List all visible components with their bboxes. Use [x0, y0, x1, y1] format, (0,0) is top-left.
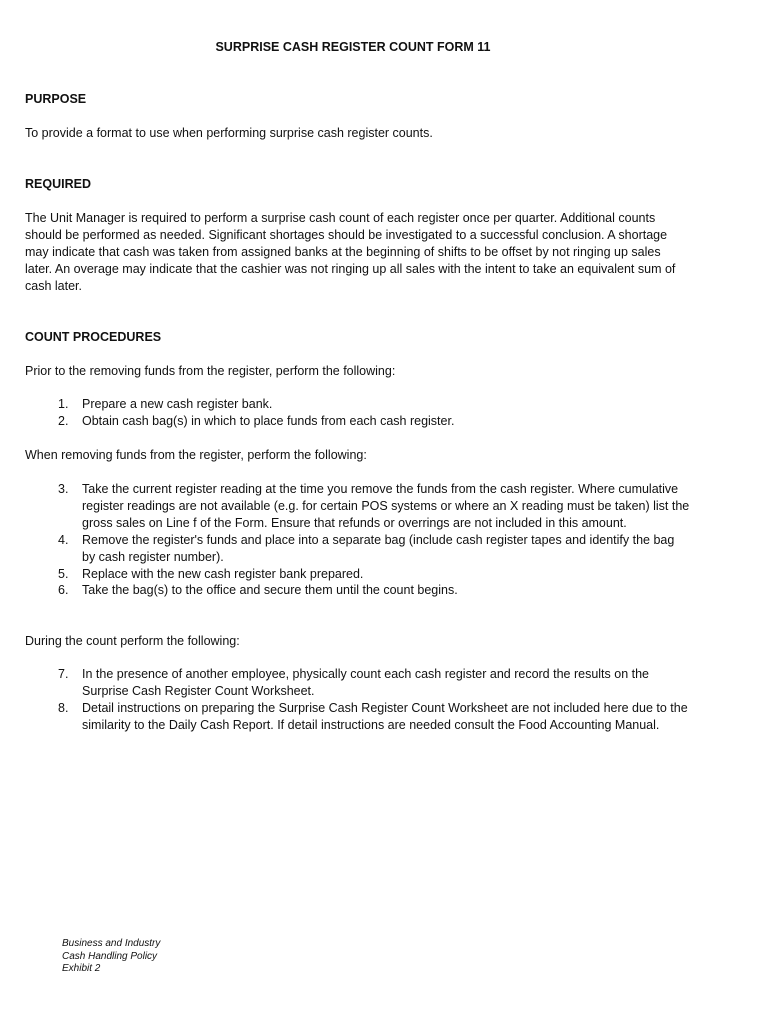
step-text: Remove the register's funds and place into a separate bag (include cash register tapes and identify the bag by cash register number). — [82, 532, 675, 564]
required-text: The Unit Manager is required to perform a surprise cash count of each register once per quarter. Additional counts should be performed as needed. Significant shortages should be investigated to a successful conclusion. A shortage may indicate that cash was taken from assigned banks at the beginning of shifts to be offset by not ringing up sales later. An overage may indicate that the cashier was not ringing up all sales with the intent to take an equivalent sum of cash later. — [25, 211, 676, 293]
steps-removing-list — [25, 481, 690, 599]
intro-during-count: During the count perform the following: — [25, 634, 240, 648]
step-text: Prepare a new cash register bank. — [82, 397, 273, 411]
step-text: Take the current register reading at the time you remove the funds from the cash register. Where cumulative register readings are not available (e.g. for certain POS systems or where an X reading must be taken) list the gross sales on Line f of the Form. Ensure that refunds or overrings are not included in this amount. — [82, 482, 690, 530]
footer-line: Exhibit 2 — [62, 963, 101, 974]
step-number: 7. — [58, 667, 69, 681]
list-item — [25, 666, 690, 700]
step-number: 8. — [58, 700, 69, 715]
page-title: SURPRISE CASH REGISTER COUNT FORM 11 — [215, 40, 491, 54]
intro-removing-funds: When removing funds from the register, perform the following: — [25, 448, 367, 462]
page-footer — [62, 938, 160, 976]
list-item — [25, 582, 690, 599]
list-item — [25, 566, 690, 583]
step-number: 4. — [58, 532, 69, 547]
purpose-text: To provide a format to use when performing surprise cash register counts. — [25, 126, 433, 140]
required-heading: REQUIRED — [25, 177, 91, 191]
step-text: Take the bag(s) to the office and secure them until the count begins. — [82, 583, 458, 598]
steps-during-list — [25, 666, 690, 734]
step-number: 5. — [58, 566, 69, 581]
footer-line: Business and Industry — [62, 938, 161, 949]
list-item — [25, 532, 690, 566]
purpose-heading: PURPOSE — [25, 92, 87, 106]
step-text: Replace with the new cash register bank prepared. — [82, 566, 364, 581]
step-number: 3. — [58, 482, 69, 496]
step-number: 6. — [58, 583, 69, 598]
step-text: In the presence of another employee, physically count each cash register and record the results on the Surprise Cash Register Count Worksheet. — [82, 667, 649, 698]
step-number: 1. — [58, 397, 69, 411]
list-item — [25, 700, 690, 734]
intro-before-removal: Prior to the removing funds from the register, perform the following: — [25, 364, 396, 378]
count-procedures-heading: COUNT PROCEDURES — [25, 330, 162, 344]
step-text: Detail instructions on preparing the Surprise Cash Register Count Worksheet are not included here due to the similarity to the Daily Cash Report. If detail instructions are needed consult the Food Accounting Manual. — [82, 700, 688, 732]
list-item — [25, 396, 690, 413]
steps-before-list — [25, 396, 690, 430]
step-number: 2. — [58, 413, 69, 428]
footer-line: Cash Handling Policy — [62, 950, 158, 962]
step-text: Obtain cash bag(s) in which to place funds from each cash register. — [82, 413, 455, 428]
list-item — [25, 481, 690, 532]
list-item — [25, 413, 690, 430]
